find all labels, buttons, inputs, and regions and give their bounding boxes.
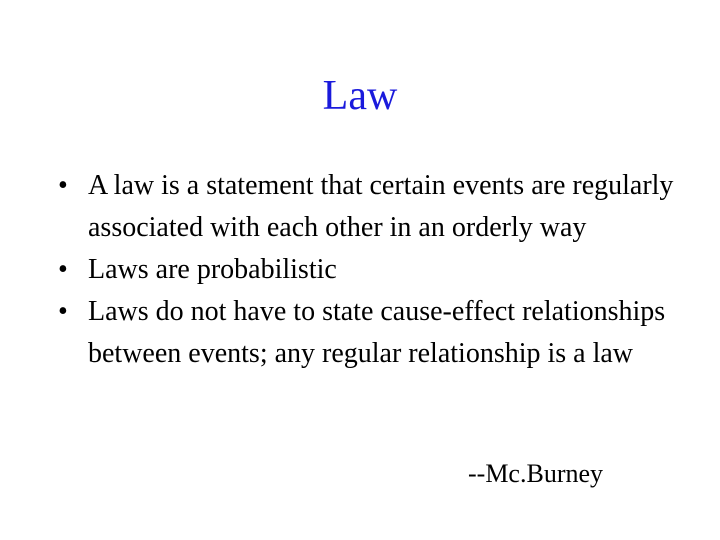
- bullet-text: Laws do not have to state cause-effect relationships between events; any regular relationship is a law: [88, 296, 666, 369]
- bullet-text: A law is a statement that certain events are regularly associated with each other in an orderly way: [88, 170, 674, 243]
- bullet-text: Laws are probabilistic: [88, 254, 337, 285]
- bullet-item: [58, 165, 678, 249]
- bullet-icon: •: [58, 254, 68, 285]
- attribution: --Mc.Burney: [468, 459, 604, 488]
- bullet-item: [58, 291, 678, 375]
- bullet-icon: •: [58, 170, 68, 201]
- bullet-item: [58, 249, 678, 291]
- bullet-icon: •: [58, 296, 68, 327]
- slide-title: Law: [322, 73, 398, 119]
- bullet-list: [58, 165, 678, 375]
